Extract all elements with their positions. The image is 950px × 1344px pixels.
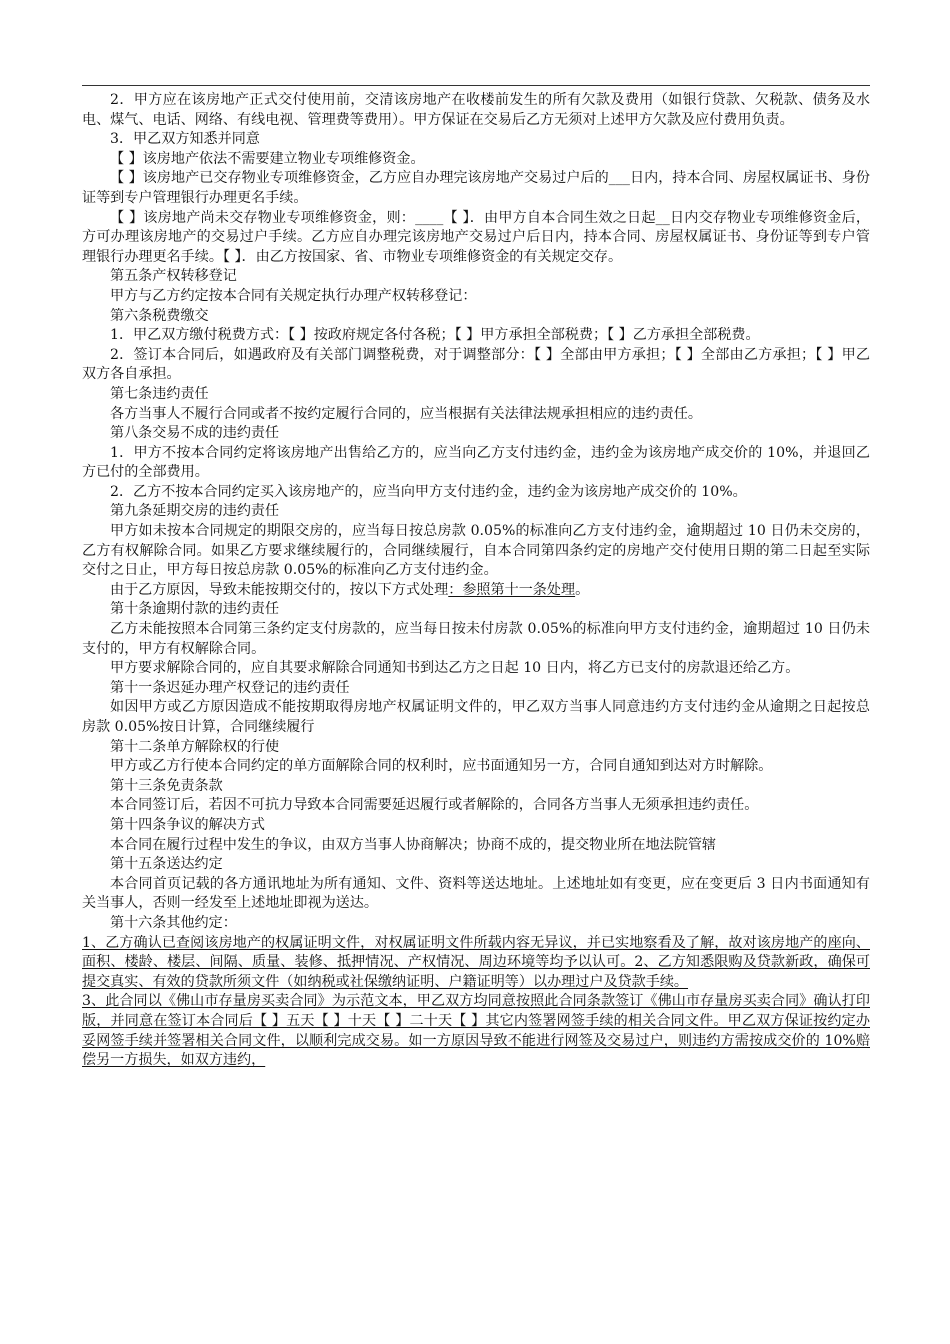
article-10-text-1: 乙方未能按照本合同第三条约定支付房款的，应当每日按未付房款 0.05%的标准向甲方支付违约金，逾期超过 10 日仍未支付的，甲方有权解除合同。 (82, 621, 870, 657)
article-12-heading: 第十二条单方解除权的行使 (110, 738, 280, 755)
header-rule (82, 85, 870, 86)
article-7-text: 各方当事人不履行合同或者不按约定履行合同的，应当根据有关法律法规承担相应的违约责任。 (110, 405, 702, 422)
article-9-text: 甲方如未按本合同规定的期限交房的，应当每日按总房款 0.05%的标准向乙方支付违约金，逾期超过 10 日仍未交房的，乙方有权解除合同。如果乙方要求继续履行的，合同继续履行，自本合同第四条约定的房地产交付使用日期的第二日起至实际交付之日止，甲方每日按总房款 0.05%的标准向乙方支付违约金。 (82, 523, 870, 579)
article-5-text: 甲方与乙方约定按本合同有关规定执行办理产权转移登记： (110, 287, 477, 304)
article-6-item-1: 1．甲乙双方缴付税费方式：【 】按政府规定各付各税；【 】甲方承担全部税费；【 】乙方承担全部税费。 (110, 327, 760, 344)
article-6-heading: 第六条税费缴交 (110, 307, 209, 324)
article-14-heading: 第十四条争议的解决方式 (110, 816, 266, 833)
maintenance-fund-option-3: 【 】该房地产尚未交存物业专项维修资金，则：____【 】．由甲方自本合同生效之日起__日内交存物业专项维修资金后，方可办理该房地产的交易过户手续。乙方应自办理完该房地产交易过户后日内，持本合同、房屋权属证书、身份证等到专户管理银行办理更名手续。【 】．由乙方按国家、省、市物业专项维修资金的有关规定交存。 (82, 209, 870, 265)
clause-4-item-3: 3．甲乙双方知悉并同意 (110, 131, 260, 148)
article-9-handling-method: ：参照第十一条处理 (448, 581, 576, 598)
article-10-text-2: 甲方要求解除合同的，应自其要求解除合同通知书到达乙方之日起 10 日内，将乙方已支付的房款退还给乙方。 (110, 660, 800, 677)
article-6-item-2: 2．签订本合同后，如遇政府及有关部门调整税费，对于调整部分：【 】全部由甲方承担；【 】全部由乙方承担；【 】甲乙双方各自承担。 (82, 346, 870, 383)
article-7-heading: 第七条违约责任 (110, 385, 209, 402)
article-15-text: 本合同首页记载的各方通讯地址为所有通知、文件、资料等送达地址。上述地址如有变更，应在变更后 3 日内书面通知有关当事人，否则一经发至上述地址即视为送达。 (82, 875, 870, 912)
article-10-heading: 第十条逾期付款的违约责任 (110, 601, 280, 618)
maintenance-fund-option-2: 【 】该房地产已交存物业专项维修资金，乙方应自办理完该房地产交易过户后的___日内，持本合同、房屋权属证书、身份证等到专户管理银行办理更名手续。 (82, 170, 870, 206)
contract-page-body (82, 91, 870, 1071)
article-13-text: 本合同签订后，若因不可抗力导致本合同需要延迟履行或者解除的，合同各方当事人无须承担违约责任。 (110, 797, 759, 814)
clause-4-item-2: 2．甲方应在该房地产正式交付使用前，交清该房地产在收楼前发生的所有欠款及费用（如银行贷款、欠税款、债务及水电、煤气、电话、网络、有线电视、管理费等费用）。甲方保证在交易后乙方无须对上述甲方欠款及应付费用负责。 (82, 92, 870, 128)
article-15-heading: 第十五条送达约定 (110, 856, 223, 873)
other-terms-item-3: 3、此合同以《佛山市存量房买卖合同》为示范文本，甲乙双方均同意按照此合同条款签订《佛山市存量房买卖合同》确认打印版，并同意在签订本合同后【 】五天【 】十天【 】二十天【 】其它内签署网签手续的相关合同文件。甲乙双方保证按约定办妥网签手续并签署相关合同文件，以顺利完成交易。如一方原因导致不能进行网签及交易过户，则违约方需按成交价的 10%赔偿另一方损失，如双方违约， (82, 993, 870, 1069)
article-11-heading: 第十一条迟延办理产权登记的违约责任 (110, 679, 350, 696)
article-16-heading: 第十六条其他约定： (110, 914, 237, 931)
article-9-buyer-delay-text: 由于乙方原因，导致未能按期交付的，按以下方式处理 (110, 581, 449, 598)
article-8-item-1: 1．甲方不按本合同约定将该房地产出售给乙方的，应当向乙方支付违约金，违约金为该房地产成交价的 10%，并退回乙方已付的全部费用。 (82, 444, 870, 481)
article-14-text: 本合同在履行过程中发生的争议，由双方当事人协商解决；协商不成的，提交物业所在地法院管辖 (110, 836, 717, 853)
article-8-item-2: 2．乙方不按本合同约定买入该房地产的，应当向甲方支付违约金，违约金为该房地产成交价的 10%。 (110, 483, 747, 500)
maintenance-fund-option-1: 【 】该房地产依法不需要建立物业专项维修资金。 (110, 150, 425, 167)
article-12-text: 甲方或乙方行使本合同约定的单方面解除合同的权利时，应书面通知另一方，合同自通知到达对方时解除。 (110, 758, 773, 775)
other-terms-item-1-2: 1、乙方确认已查阅该房地产的权属证明文件，对权属证明文件所载内容无异议，并已实地察看及了解，故对该房地产的座向、面积、楼龄、楼层、间隔、质量、装修、抵押情况、产权情况、周边环境等均予以认可。2、乙方知悉限购及贷款新政，确保可提交真实、有效的贷款所须文件（如纳税或社保缴纳证明、户籍证明等）以办理过户及贷款手续。 (82, 934, 870, 990)
article-9-buyer-delay-end: 。 (575, 581, 590, 598)
article-13-heading: 第十三条免责条款 (110, 777, 223, 794)
article-8-heading: 第八条交易不成的违约责任 (110, 425, 280, 442)
article-9-buyer-delay (82, 581, 870, 601)
other-terms-block (82, 934, 870, 1071)
article-11-text: 如因甲方或乙方原因造成不能按期取得房地产权属证明文件的，甲乙双方当事人同意违约方支付违约金从逾期之日起按总房款 0.05%按日计算，合同继续履行 (82, 699, 870, 735)
article-5-heading: 第五条产权转移登记 (110, 268, 237, 285)
article-9-heading: 第九条延期交房的违约责任 (110, 503, 280, 520)
